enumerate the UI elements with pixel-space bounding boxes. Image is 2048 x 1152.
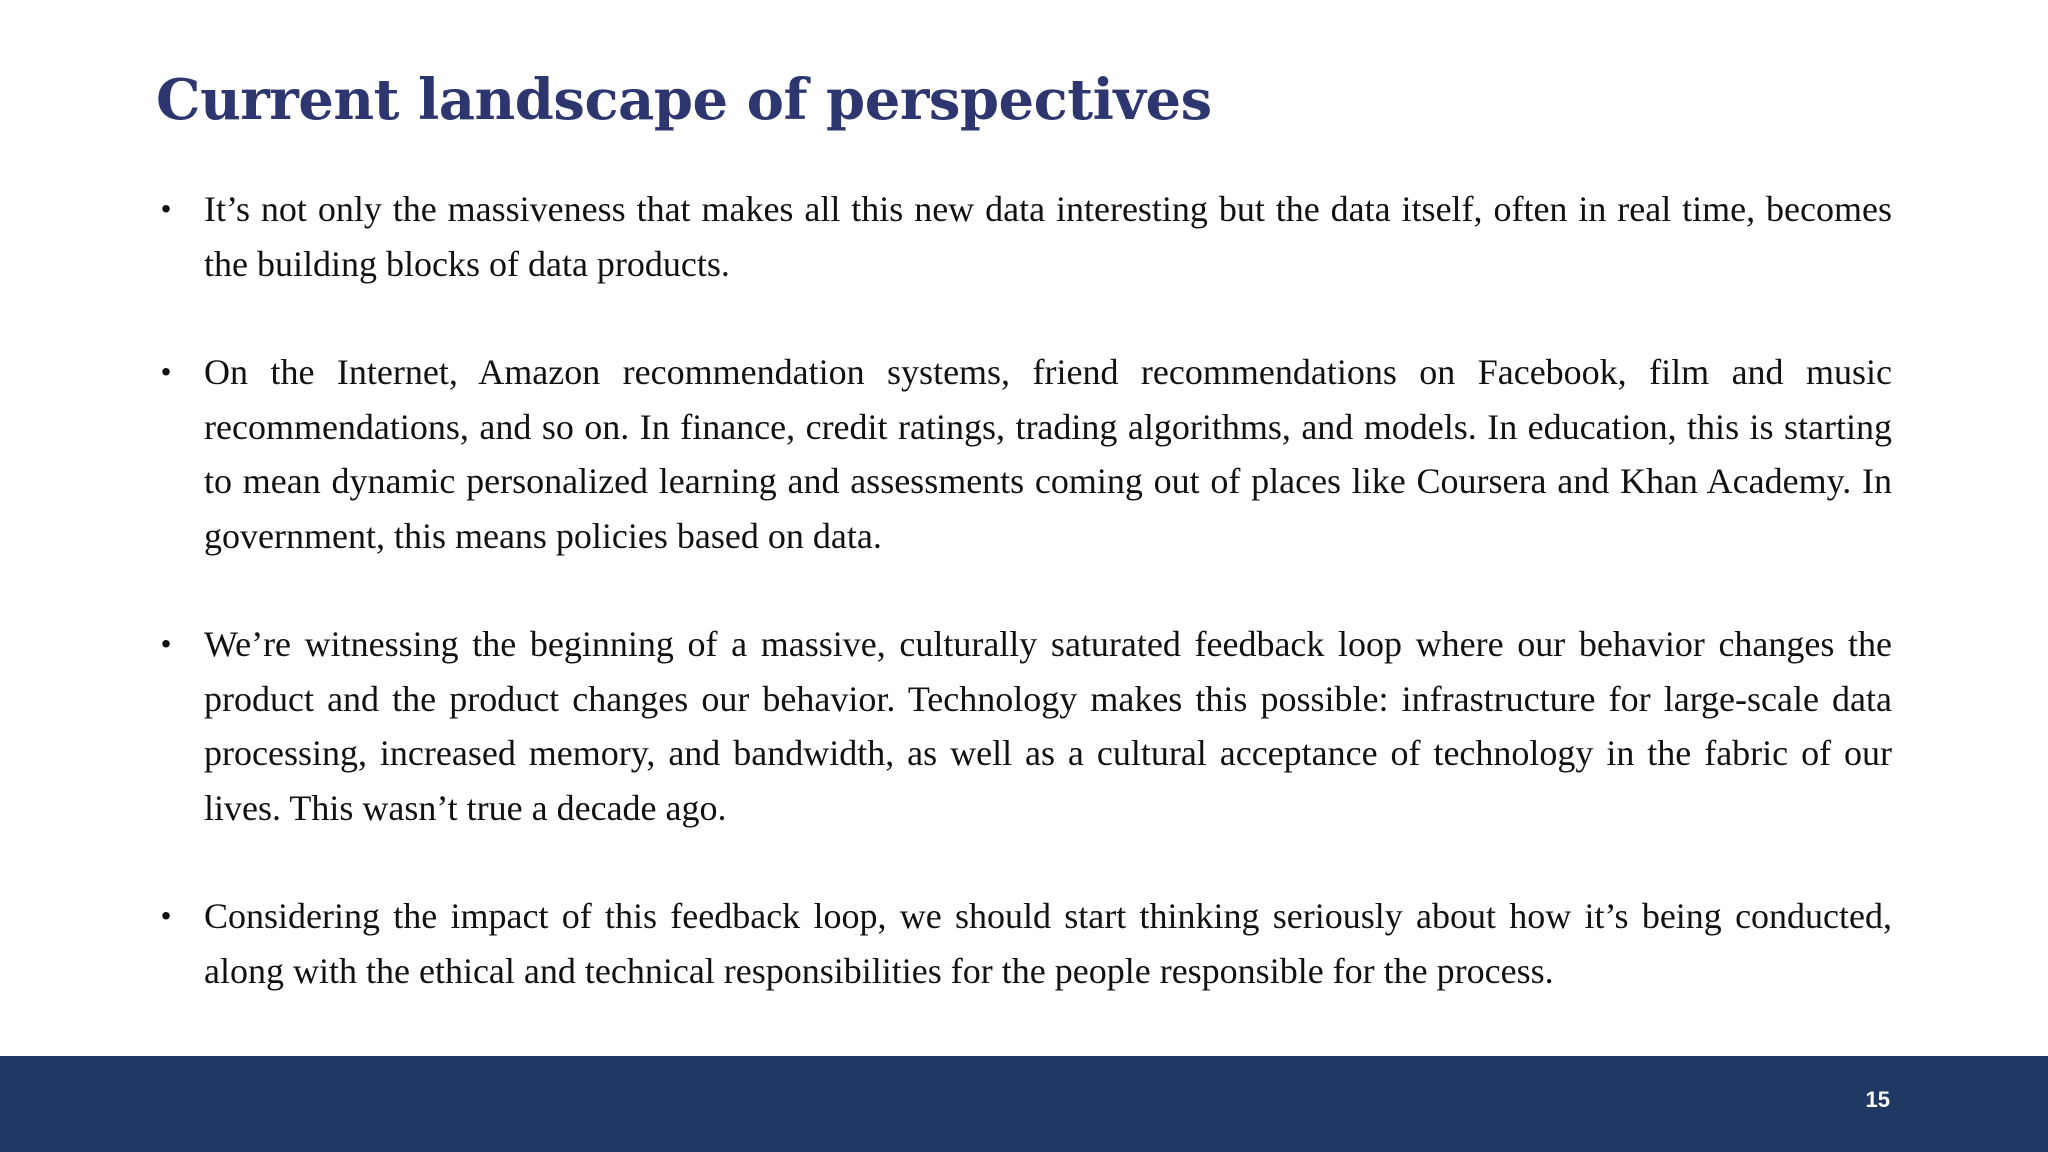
page-number: 15 xyxy=(1865,1087,1890,1112)
bullet-text: Considering the impact of this feedback loop, we should start thinking seriously about how it’s being conducted, along with the ethical and technical responsibilities for the people responsible for the process. xyxy=(204,896,1892,991)
bullet-item xyxy=(156,889,1892,998)
bullet-dot-icon: • xyxy=(161,356,171,387)
bullet-dot-icon: • xyxy=(161,628,171,659)
bullet-dot-icon: • xyxy=(161,900,171,931)
bullet-list xyxy=(156,182,1892,1052)
bullet-text: We’re witnessing the beginning of a massive, culturally saturated feedback loop where our behavior changes the product and the product changes our behavior. Technology makes this possible: infrastructure for large-scale data processing, increased memory, and bandwidth, as well as a cultural acceptance of technology in the fabric of our lives. This wasn’t true a decade ago. xyxy=(204,624,1892,828)
footer-bar xyxy=(0,1056,2048,1152)
bullet-text: It’s not only the massiveness that makes all this new data interesting but the data itself, often in real time, becomes the building blocks of data products. xyxy=(204,189,1892,284)
bullet-item xyxy=(156,617,1892,835)
bullet-dot-icon: • xyxy=(161,193,171,224)
slide-title: Current landscape of perspectives xyxy=(156,67,1212,133)
bullet-item xyxy=(156,345,1892,563)
bullet-item xyxy=(156,182,1892,291)
bullet-text: On the Internet, Amazon recommendation systems, friend recommendations on Facebook, film and music recommendations, and so on. In finance, credit ratings, trading algorithms, and models. In education, this is starting to mean dynamic personalized learning and assessments coming out of places like Coursera and Khan Academy. In government, this means policies based on data. xyxy=(204,352,1892,556)
